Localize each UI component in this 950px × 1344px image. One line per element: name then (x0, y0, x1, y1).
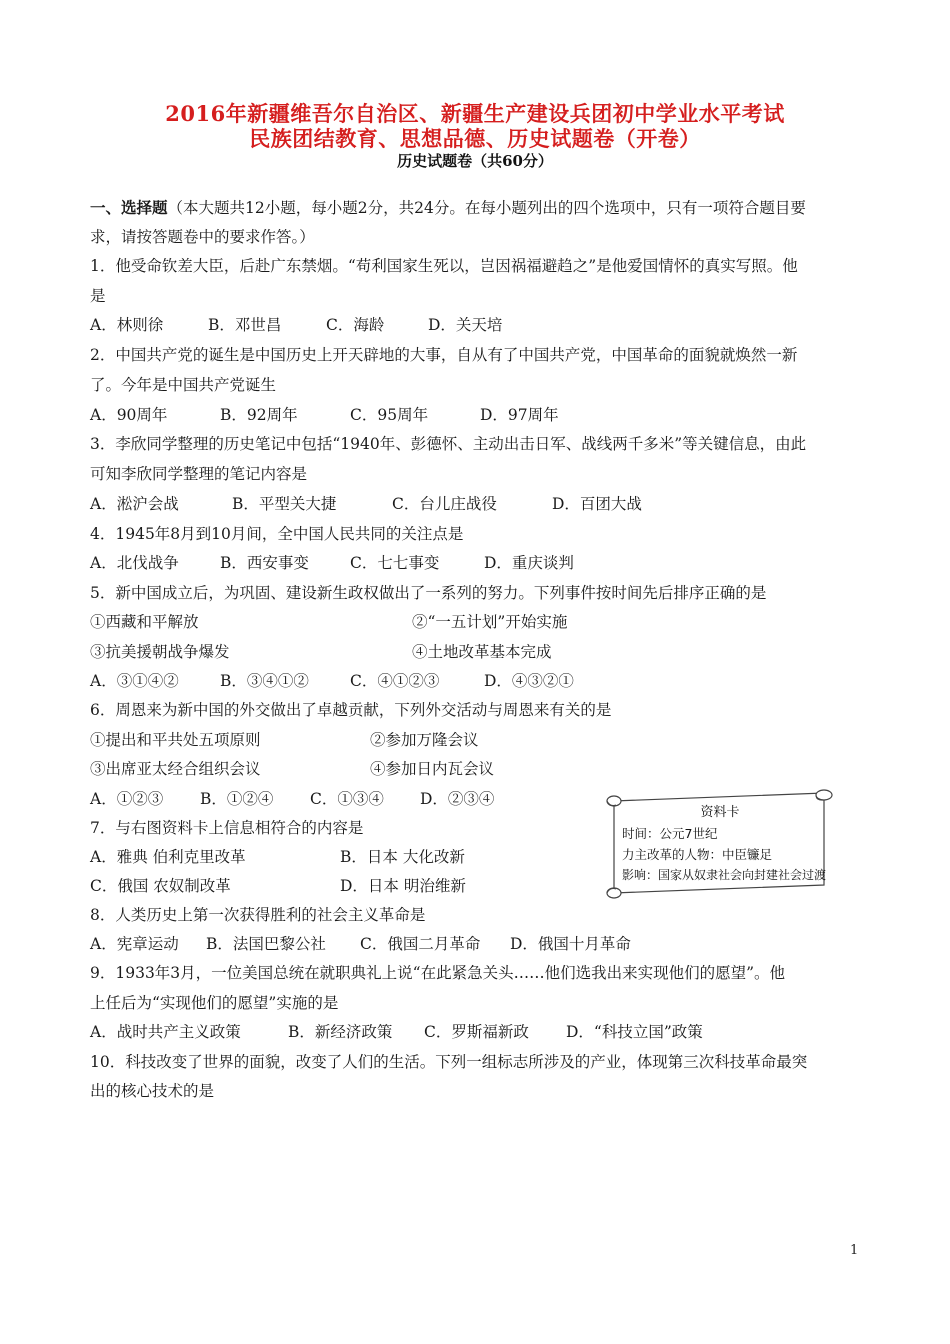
q7-stem: 7．与右图资料卡上信息相符合的内容是 (90, 819, 364, 837)
q6-item-4: ④参加日内瓦会议 (370, 760, 495, 778)
q6-items-row2 (90, 759, 494, 779)
section-heading: 一、选择题 (90, 198, 168, 217)
q2-stem: 2．中国共产党的诞生是中国历史上开天辟地的大事，自从有了中国共产党，中国革命的面貌就焕然一新 (90, 346, 798, 364)
q4-options (90, 553, 574, 573)
q2-stem-cont: 了。今年是中国共产党诞生 (90, 376, 277, 394)
q2-option-c[interactable]: C．95周年 (350, 406, 429, 424)
section-instruction-line2: 求，请按答题卷中的要求作答。） (90, 228, 315, 246)
q1-options (90, 315, 502, 335)
q2-option-b[interactable]: B．92周年 (220, 406, 298, 424)
page-number: 1 (850, 1243, 859, 1258)
q6-item-1: ①提出和平共处五项原则 (90, 731, 261, 749)
q5-options (90, 671, 574, 691)
q6-item-2: ②参加万隆会议 (370, 731, 479, 749)
exam-subtitle: 历史试题卷（共60分） (397, 152, 553, 170)
q9-option-b[interactable]: B．新经济政策 (288, 1023, 393, 1041)
q2-option-a[interactable]: A．90周年 (90, 406, 168, 424)
q9-option-d[interactable]: D．“科技立国”政策 (566, 1023, 703, 1041)
q7-option-a[interactable]: A．雅典 伯利克里改革 (90, 848, 246, 866)
q3-option-d[interactable]: D．百团大战 (552, 495, 642, 513)
section-instruction: （本大题共12小题，每小题2分，共24分。在每小题列出的四个选项中，只有一项符合题目要 (167, 199, 806, 217)
q2-options (90, 405, 559, 425)
q3-option-b[interactable]: B．平型关大捷 (232, 495, 337, 513)
q5-option-b[interactable]: B．③④①② (220, 672, 309, 690)
q4-stem: 4．1945年8月到10月间，全中国人民共同的关注点是 (90, 525, 464, 543)
q5-item-1: ①西藏和平解放 (90, 613, 199, 631)
info-card-person: 力主改革的人物：中臣镰足 (622, 847, 773, 862)
q1-option-c[interactable]: C．海龄 (326, 316, 385, 334)
q5-option-d[interactable]: D．④③②① (484, 672, 574, 690)
q6-option-b[interactable]: B．①②④ (200, 790, 274, 808)
q5-items-row2 (90, 642, 552, 662)
q6-item-3: ③出席亚太经合组织会议 (90, 760, 261, 778)
q5-item-2: ②“一五计划”开始实施 (412, 613, 568, 631)
q4-option-c[interactable]: C．七七事变 (350, 554, 440, 572)
q8-option-c[interactable]: C．俄国二月革命 (360, 935, 481, 953)
exam-title-line1: 2016年新疆维吾尔自治区、新疆生产建设兵团初中学业水平考试 (165, 101, 785, 126)
q3-stem: 3．李欣同学整理的历史笔记中包括“1940年、彭德怀、主动出击日军、战线两千多米”等关键信息，由此 (90, 435, 807, 453)
q6-stem: 6．周恩来为新中国的外交做出了卓越贡献，下列外交活动与周恩来有关的是 (90, 701, 612, 719)
section-instruction-line1 (90, 198, 806, 218)
q10-stem: 10．科技改变了世界的面貌，改变了人们的生活。下列一组标志所涉及的产业，体现第三次科技革命最突 (90, 1053, 808, 1071)
q10-stem-cont: 出的核心技术的是 (90, 1082, 215, 1100)
q7-option-c[interactable]: C．俄国 农奴制改革 (90, 877, 231, 895)
q7-options-row1 (90, 847, 465, 867)
q4-option-a[interactable]: A．北伐战争 (90, 554, 179, 572)
q8-option-d[interactable]: D．俄国十月革命 (510, 935, 631, 953)
q5-item-3: ③抗美援朝战争爆发 (90, 643, 230, 661)
q1-option-b[interactable]: B．邓世昌 (208, 316, 282, 334)
q5-items-row1 (90, 612, 567, 632)
q8-option-a[interactable]: A．宪章运动 (90, 935, 179, 953)
q8-stem: 8．人类历史上第一次获得胜利的社会主义革命是 (90, 906, 426, 924)
info-card-title: 资料卡 (700, 805, 740, 820)
q4-option-d[interactable]: D．重庆谈判 (484, 554, 574, 572)
q3-stem-cont: 可知李欣同学整理的笔记内容是 (90, 465, 308, 483)
q5-stem: 5．新中国成立后，为巩固、建设新生政权做出了一系列的努力。下列事件按时间先后排序正确的是 (90, 584, 767, 602)
q1-stem-cont: 是 (90, 287, 106, 305)
q6-items-row1 (90, 730, 479, 750)
q9-option-c[interactable]: C．罗斯福新政 (424, 1023, 529, 1041)
info-card-scroll (604, 789, 836, 901)
q5-option-c[interactable]: C．④①②③ (350, 672, 440, 690)
q7-option-b[interactable]: B．日本 大化改新 (340, 848, 465, 866)
q7-options-row2 (90, 876, 466, 896)
q3-option-a[interactable]: A．淞沪会战 (90, 495, 179, 513)
info-card-impact: 影响：国家从奴隶社会向封建社会过渡 (622, 868, 827, 882)
q9-options (90, 1022, 703, 1042)
q3-options (90, 494, 642, 514)
q1-option-d[interactable]: D．关天培 (428, 316, 503, 334)
q6-option-a[interactable]: A．①②③ (90, 790, 164, 808)
q8-option-b[interactable]: B．法国巴黎公社 (206, 935, 326, 953)
exam-title-line2: 民族团结教育、思想品德、历史试题卷（开卷） (249, 126, 701, 151)
q9-option-a[interactable]: A．战时共产主义政策 (90, 1023, 241, 1041)
q6-option-c[interactable]: C．①③④ (310, 790, 384, 808)
q9-stem-cont: 上任后为“实现他们的愿望”实施的是 (90, 994, 339, 1012)
q4-option-b[interactable]: B．西安事变 (220, 554, 309, 572)
q1-option-a[interactable]: A．林则徐 (90, 316, 164, 334)
q7-option-d[interactable]: D．日本 明治维新 (340, 877, 466, 895)
q5-item-4: ④土地改革基本完成 (412, 643, 552, 661)
q6-option-d[interactable]: D．②③④ (420, 790, 495, 808)
q3-option-c[interactable]: C．台儿庄战役 (392, 495, 497, 513)
q8-options (90, 934, 631, 954)
q5-option-a[interactable]: A．③①④② (90, 672, 179, 690)
q2-option-d[interactable]: D．97周年 (480, 406, 559, 424)
q1-stem: 1．他受命钦差大臣，后赴广东禁烟。“苟利国家生死以，岂因祸福避趋之”是他爱国情怀的真实写照。他 (90, 257, 798, 275)
info-card-time: 时间：公元7世纪 (622, 826, 718, 841)
q9-stem: 9．1933年3月，一位美国总统在就职典礼上说“在此紧急关头……他们选我出来实现他们的愿望”。他 (90, 964, 786, 982)
q6-options (90, 789, 494, 809)
